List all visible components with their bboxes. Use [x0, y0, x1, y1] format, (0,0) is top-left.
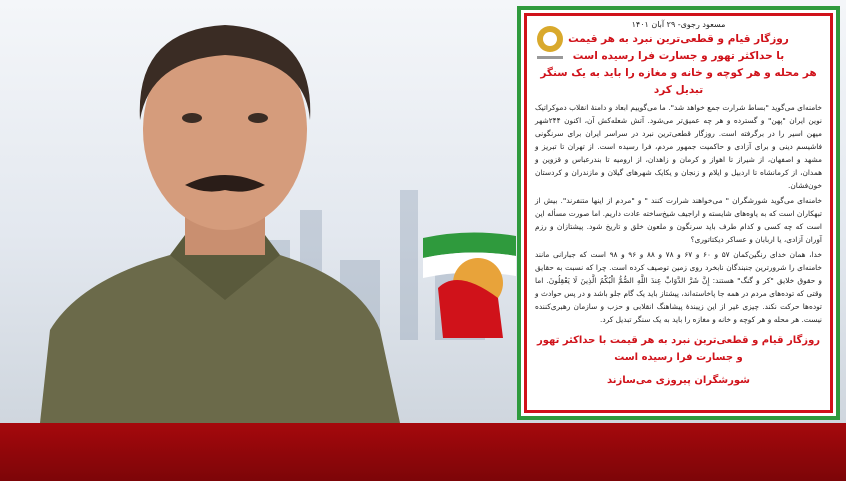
lion-and-sun-flag-emblem	[418, 228, 516, 343]
headline-1: روزگار قیام و قطعی‌ترین نبرد به هر قیمت	[568, 33, 789, 45]
statement-document	[517, 6, 840, 420]
portrait-photo	[20, 0, 400, 423]
bottom-red-band	[0, 423, 846, 481]
footer-line-2: شورشگران پیروزی می‌سازند	[606, 375, 751, 386]
paragraph-3: خدا، همان خدای رنگین‌کمان ۵۷ و ۶۰ و ۶۷ و ۷۸ و ۸۸ و ۹۶ و ۹۸ است که جبارانی مانند خامنه‌ای را شرورترین جنبندگان نابخرد روی زمین توصیف کرده است. چرا که نسبت به حقایق و حقوق خلایق "کر و گنگ" هستند: إِنَّ شَرَّ الدَّوَابِّ عِندَ اللَّهِ الصُّمُّ الْبُكْمُ الَّذِينَ لَا يَعْقِلُونَ. اما وقتی که توده‌های مردم در همه جا پاخاسته‌اند، پیشتاز باید یک گام جلو باشد و در پس حوادث و توده‌ها حرکت نکند. چیزی غیر از این زیبندهٔ پیشاهنگ انقلابی و حزب و سازمان رهبری‌کننده نیست. هر محله و هر کوچه و خانه و مغازه را باید به یک سنگر تبدیل کرد.	[535, 250, 822, 324]
paragraph-1: خامنه‌ای می‌گوید "بساط شرارت جمع خواهد شد". ما می‌گوییم ابعاد و دامنهٔ انقلاب دموکراتیک نوین ایران "پهن" و گسترده و هر چه عمیق‌تر می‌شود. آتش شعله‌کش آن، اکنون ۲۴۴شهر میهن اسیر را در برگرفته است. روزگار قطعی‌ترین نبرد در سراسر ایران برای سرنگونی فاشیسم دینی و برای آزادی و حاکمیت جمهور مردم، فرا رسیده است. از تهران تا تبریز و مشهد و اصفهان، از شیراز تا اهواز و کرمان و زاهدان، از ارومیه تا بندرعباس و قزوین و همدان، از کرمانشاه تا اردبیل و ایلام و زنجان و یکایک شهرهای گیلان و مازندران و کردستان خون‌فشان.	[535, 103, 822, 190]
headline-3: هر محله و هر کوچه و خانه و مغازه را باید به یک سنگر تبدیل کرد	[540, 67, 817, 96]
paragraph-2: خامنه‌ای می‌گوید شورشگران " می‌خواهند شرارت کنند " و "مردم از اینها متنفرند". بیش از تبهکاران است که به یاوه‌های شایسته و اراجیف شیخ‌ساخته عادت داریم. اما صورت مسأله این است که چه کسی و کدام طرف باید سرنگون و ملعون خلق و تاریخ شود. پیشتازان و رزم آوران آزادی، یا اربابان و عساکر دیکتاتوری؟	[535, 196, 822, 244]
footer-line-1: روزگار قیام و قطعی‌ترین نبرد به هر قیمت با حداکثر تهور و جسارت فرا رسیده است	[536, 335, 821, 363]
organization-logo	[533, 24, 567, 64]
byline: مسعود رجوی- ۲۹ آبان ۱۴۰۱	[631, 20, 726, 29]
headline-2: با حداکثر تهور و جسارت فرا رسیده است	[572, 50, 785, 62]
